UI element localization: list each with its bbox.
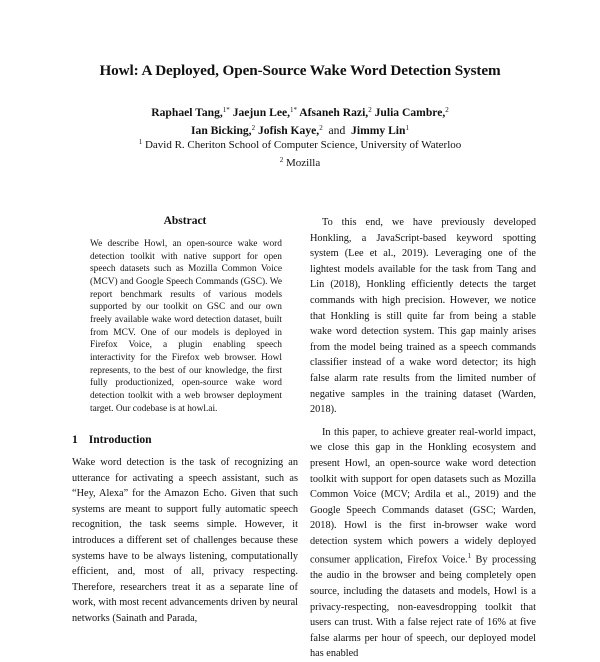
abstract-text: We describe Howl, an open-source wake word detection toolkit with native support for open speech datasets such as Mozilla Common Voice (MCV) and Google Speech Commands (GSC). We report benchmark results of various models supported by our toolkit on GSC and our own freely available wake word detection dataset, built from MCV. One of our models is deployed in Firefox Voice, a plugin enabling speech interactivity for the Firefox web browser. Howl represents, to the best of our knowledge, the first fully productionized, open-source wake word detection toolkit with a web browser deployment target. Our codebase is at howl.ai. xyxy=(90,239,282,414)
affiliation: $^1$ David R. Cheriton School of Computer Science, University of Waterloo xyxy=(138,138,462,151)
footnote-marker[interactable]: 1 xyxy=(467,552,472,561)
author: Julia Cambre,$^2$ xyxy=(374,106,449,119)
section-heading: 1 Introduction xyxy=(72,433,152,446)
abstract-heading: Abstract xyxy=(163,215,207,227)
intro-paragraph: To this end, we have previously developed Honkling, a JavaScript-based keyword spotting system (Lee et al., 2019). Leveraging one of the lightest models available for the task from Tang and Lin (2018), Honkling efficiently detects the target commands with high precision. However, we notice that Honkling is still quite far from being a stable wake word detection system. This gap mainly arises from the model being trained as a speech commands classifier instead of a wake word detector; its high false alarm rate results from the limited number of negative samples in the training dataset (Warden, 2018). xyxy=(310,217,536,416)
author: Jimmy Lin$^1$ xyxy=(351,123,409,137)
intro-paragraph: In this paper, to achieve greater real-world impact, we close this gap in the Honkling ecosystem and present Howl, an open-source wake word detection toolkit with support for open datasets such as Mozilla Common Voice (MCV; Ardila et al., 2019) and the Google Speech Commands dataset (GSC; Warden, 2018). Howl is the first in-browser wake word detection system which powers a widely deployed consumer application, Firefox Voice.$^1$ By processing the audio in the browser and being completely open source, including the datasets and models, Howl is a privacy-respecting, non-eavesdropping toolkit that users can trust. With a false reject rate of 16% at five false alarms per hour of speech, our deployed model has enabled xyxy=(310,426,536,660)
right-column xyxy=(310,215,536,662)
affiliation-list xyxy=(40,135,560,170)
author: Jofish Kaye,$^2$ xyxy=(258,123,323,137)
author: Afsaneh Razi,$^2$ xyxy=(299,106,372,119)
author-list xyxy=(40,103,560,138)
author: Jaejun Lee,$^{1*}$ xyxy=(232,106,298,119)
affiliation: $^2$ Mozilla xyxy=(279,155,321,169)
author-conjunction: and xyxy=(328,123,346,137)
intro-paragraph: Wake word detection is the task of recognizing an utterance for activating a speech assistant, such as “Hey, Alexa” for the Amazon Echo. Given that such systems are meant to support fully automatic speech recognition, the task seems simple. However, it introduces a different set of challenges because these systems have to be always listening, computationally efficient, and, most of all, privacy respecting. Therefore, researchers treat it as a separate line of work, with most recent advancements driven by neural networks (Sainath and Parada, xyxy=(72,457,298,624)
author: Ian Bicking,$^2$ xyxy=(191,123,256,137)
author: Raphael Tang,$^{1*}$ xyxy=(151,106,230,119)
paper-title: Howl: A Deployed, Open-Source Wake Word Detection System xyxy=(99,62,501,79)
intro-left-column xyxy=(72,455,298,627)
